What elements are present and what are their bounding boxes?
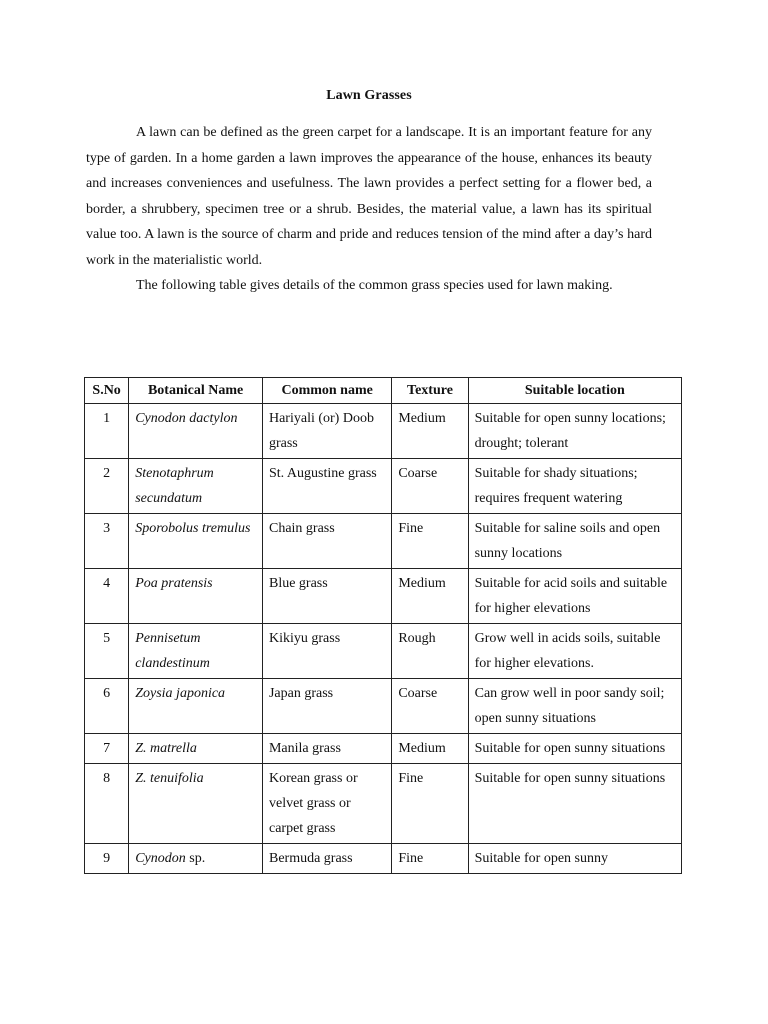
table-row	[85, 844, 682, 874]
table-row	[85, 679, 682, 734]
botanical-name-text: Cynodon	[135, 851, 186, 866]
cell-botanical-name	[129, 459, 263, 514]
botanical-name-text: Poa pratensis	[135, 576, 213, 591]
cell-common-name: Korean grass or velvet grass or carpet grass	[262, 764, 391, 844]
cell-botanical-name	[129, 679, 263, 734]
header-sno: S.No	[85, 378, 129, 404]
cell-suitable-location: Suitable for open sunny	[468, 844, 681, 874]
cell-texture: Fine	[392, 844, 468, 874]
cell-botanical-name	[129, 844, 263, 874]
botanical-name-text: Pennisetum clandestinum	[135, 631, 210, 671]
cell-common-name: Bermuda grass	[262, 844, 391, 874]
cell-common-name: Kikiyu grass	[262, 624, 391, 679]
table-header-row	[85, 378, 682, 404]
table-row	[85, 404, 682, 459]
botanical-name-text: Sporobolus tremulus	[135, 521, 251, 536]
cell-common-name: Japan grass	[262, 679, 391, 734]
cell-botanical-name	[129, 569, 263, 624]
cell-botanical-name	[129, 734, 263, 764]
cell-suitable-location: Suitable for open sunny situations	[468, 764, 681, 844]
cell-sno: 6	[85, 679, 129, 734]
cell-texture: Medium	[392, 404, 468, 459]
header-common-name: Common name	[262, 378, 391, 404]
cell-botanical-name	[129, 514, 263, 569]
table-row	[85, 459, 682, 514]
cell-texture: Rough	[392, 624, 468, 679]
intro-paragraph: A lawn can be defined as the green carpet for a landscape. It is an important feature for any type of garden. In a home garden a lawn improves the appearance of the house, enhances its beauty and increases conveniences and usefulness. The lawn provides a perfect setting for a flower bed, a border, a shrubbery, specimen tree or a shrub. Besides, the material value, a lawn has its spiritual value too. A lawn is the source of charm and pride and reduces tension of the mind after a day’s hard work in the materialistic world.	[86, 125, 652, 268]
cell-common-name: Manila grass	[262, 734, 391, 764]
cell-sno: 9	[85, 844, 129, 874]
cell-common-name: Blue grass	[262, 569, 391, 624]
table-row	[85, 624, 682, 679]
grass-species-table	[84, 377, 682, 874]
table-row	[85, 569, 682, 624]
cell-sno: 3	[85, 514, 129, 569]
cell-common-name: St. Augustine grass	[262, 459, 391, 514]
botanical-name-text: Cynodon dactylon	[135, 411, 238, 426]
cell-texture: Fine	[392, 764, 468, 844]
cell-texture: Fine	[392, 514, 468, 569]
table-row	[85, 764, 682, 844]
cell-common-name: Hariyali (or) Doob grass	[262, 404, 391, 459]
document-body	[86, 88, 652, 299]
cell-texture: Medium	[392, 569, 468, 624]
table-intro-paragraph: The following table gives details of the common grass species used for lawn making.	[136, 278, 613, 293]
cell-texture: Coarse	[392, 459, 468, 514]
cell-suitable-location: Suitable for acid soils and suitable for higher elevations	[468, 569, 681, 624]
header-suitable-location: Suitable location	[468, 378, 681, 404]
cell-common-name: Chain grass	[262, 514, 391, 569]
botanical-suffix: sp.	[185, 851, 206, 866]
cell-sno: 4	[85, 569, 129, 624]
cell-suitable-location: Can grow well in poor sandy soil; open sunny situations	[468, 679, 681, 734]
botanical-name-text: Z. matrella	[135, 741, 197, 756]
cell-sno: 1	[85, 404, 129, 459]
cell-suitable-location: Suitable for open sunny situations	[468, 734, 681, 764]
cell-botanical-name	[129, 404, 263, 459]
cell-suitable-location: Suitable for open sunny locations; drought; tolerant	[468, 404, 681, 459]
botanical-name-text: Zoysia japonica	[135, 686, 226, 701]
cell-sno: 5	[85, 624, 129, 679]
cell-sno: 2	[85, 459, 129, 514]
cell-suitable-location: Grow well in acids soils, suitable for higher elevations.	[468, 624, 681, 679]
cell-suitable-location: Suitable for saline soils and open sunny locations	[468, 514, 681, 569]
botanical-name-text: Stenotaphrum secundatum	[135, 466, 214, 506]
botanical-name-text: Z. tenuifolia	[135, 771, 204, 786]
cell-botanical-name	[129, 764, 263, 844]
cell-suitable-location: Suitable for shady situations; requires frequent watering	[468, 459, 681, 514]
header-texture: Texture	[392, 378, 468, 404]
cell-sno: 7	[85, 734, 129, 764]
table-row	[85, 514, 682, 569]
cell-sno: 8	[85, 764, 129, 844]
table-row	[85, 734, 682, 764]
header-botanical-name: Botanical Name	[129, 378, 263, 404]
cell-texture: Coarse	[392, 679, 468, 734]
page-title: Lawn Grasses	[326, 88, 412, 103]
cell-texture: Medium	[392, 734, 468, 764]
cell-botanical-name	[129, 624, 263, 679]
